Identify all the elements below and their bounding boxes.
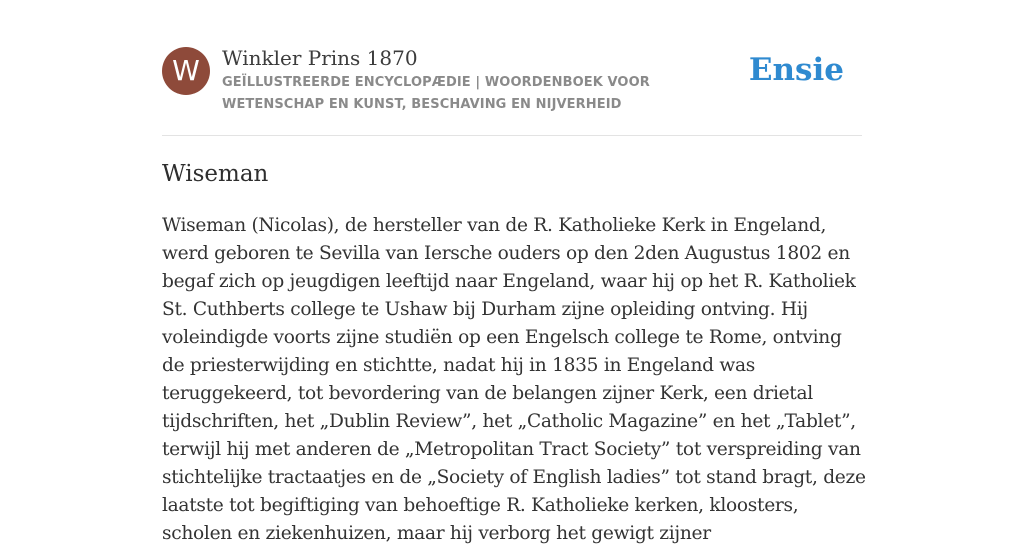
publication-header bbox=[162, 44, 862, 136]
article-body: Wiseman (Nicolas), de hersteller van de R. Katholieke Kerk in Engeland, werd geboren te Sevilla van Iersche ouders op den 2den Augustus 1802 en begaf zich op jeugdigen leeftijd naar Engeland, waar hij op het R. Katholiek St. Cuthberts college te Ushaw bij Durham zijne opleiding ontving. Hij voleindigde voorts zijne studiën op een Engelsch college te Rome, ontving de priesterwijding en stichtte, nadat hij in 1835 in Engeland was teruggekeerd, tot bevordering van de belangen zijner Kerk, een drietal tijdschriften, het „Dublin Review”, het „Catholic Magazine” en het „Tablet”, terwijl hij met anderen de „Metropolitan Tract Society” tot verspreiding van stichtelijke tractaatjes en de „Society of English ladies” tot stand bragt, deze laatste tot begiftiging van behoeftige R. Katholieke kerken, kloosters, scholen en ziekenhuizen, maar hij verborg het gewigt zijner bbox=[162, 215, 866, 544]
publication-avatar[interactable]: W bbox=[162, 47, 210, 95]
publication-title[interactable]: Winkler Prins 1870 bbox=[222, 46, 418, 70]
ensie-logo[interactable]: Ensie bbox=[748, 52, 844, 88]
publication-subtitle: GEÏLLUSTREERDE ENCYCLOPÆDIE | WOORDENBOEK VOOR WETENSCHAP EN KUNST, BESCHAVING EN NIJVERHEID bbox=[222, 75, 650, 112]
article-title: Wiseman bbox=[162, 161, 269, 187]
